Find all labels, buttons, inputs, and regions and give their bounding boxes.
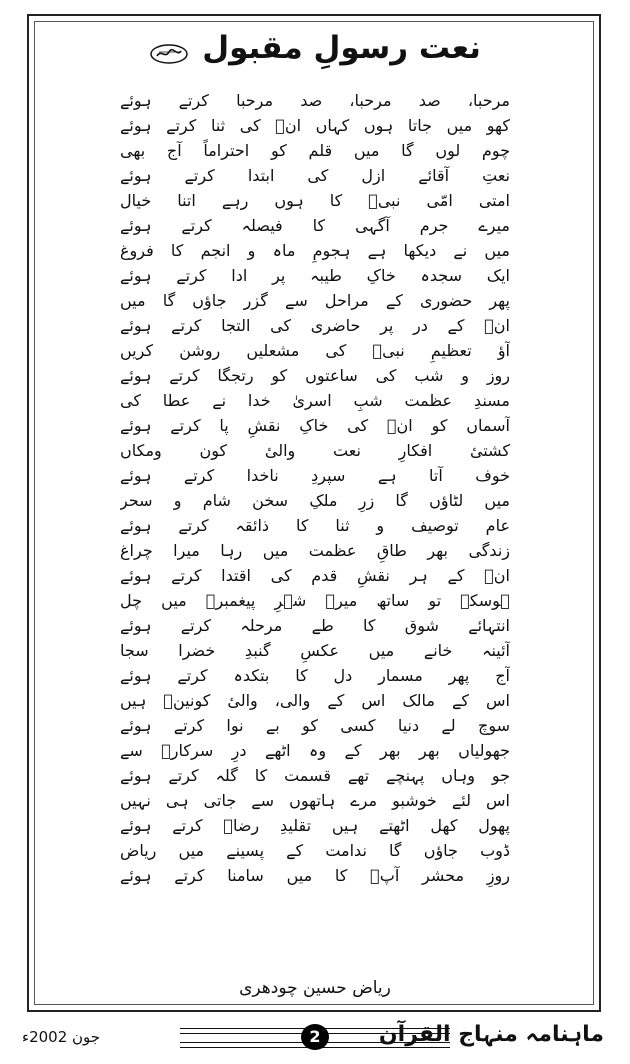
verse-line-first: آؤ تعظیمِ نبیؐ کی مشعلیں روشن کریں [120, 341, 510, 360]
verse-line-second: انؐ کے ہر نقشِ قدم کی اقتدا کرتے ہوئے [120, 566, 510, 585]
verse-line-first: آئینہ خانے میں عکسِ گنبدِ خضرا سجا [120, 641, 510, 660]
verse-line-first: میں نے دیکھا ہے ہجومِ ماہ و انجم کا فروغ [120, 241, 510, 260]
verse-line-second: روزِ محشر آپؐ کا میں سامنا کرتے ہوئے [120, 866, 510, 885]
verse-line-second: عام توصیف و ثنا کا ذائقہ کرتے ہوئے [120, 516, 510, 535]
couplet [120, 738, 510, 788]
couplet [120, 538, 510, 588]
poet-name: ریاض حسین چودھری [239, 978, 391, 998]
couplet [120, 788, 510, 838]
calligraphy-seal-icon [149, 43, 189, 65]
verse-line-first: اس لئے خوشبو مرے ہاتھوں سے جاتی ہی نہیں [120, 791, 510, 810]
verse-line-second: آج پھر مسمار دل کا بتکدہ کرتے ہوئے [120, 666, 510, 685]
verse-line-first: زندگی بھر طاقِ عظمت میں رہا میرا چراغ [120, 541, 510, 560]
couplet [120, 588, 510, 638]
verse-line-second: خوف آتا ہے سپردِ ناخدا کرتے ہوئے [120, 466, 510, 485]
verse-line-first: مسندِ عظمت شبِ اسریٰ خدا نے عطا کی [120, 391, 510, 410]
verse-line-first: ڈوب جاؤں گا ندامت کے پسینے میں ریاض [120, 841, 510, 860]
couplet [120, 288, 510, 338]
poem-body [120, 88, 510, 968]
verse-line-second: پھول کھل اٹھتے ہیں تقلیدِ رضاؐ کرتے ہوئے [120, 816, 510, 835]
verse-line-second: انتہائے شوق کا طے مرحلہ کرتے ہوئے [120, 616, 510, 635]
verse-line-first: پھر حضوری کے مراحل سے گزر جاؤں گا میں [120, 291, 510, 310]
verse-line-second: جو وہاں پہنچے تھے قسمت کا گلہ کرتے ہوئے [120, 766, 510, 785]
couplet [120, 638, 510, 688]
couplet [120, 338, 510, 388]
verse-line-second: میرے جرم آگہی کا فیصلہ کرتے ہوئے [120, 216, 510, 235]
verse-line-first: اس کے مالک اس کے والی، والیٔ کونینؐ ہیں [120, 691, 510, 710]
couplet [120, 388, 510, 438]
couplet [120, 488, 510, 538]
verse-line-second: روز و شب کی ساعتوں کو رتجگا کرتے ہوئے [120, 366, 510, 385]
couplet [120, 688, 510, 738]
couplet [120, 88, 510, 138]
couplet [120, 838, 510, 888]
page-number: 2 [301, 1024, 329, 1050]
verse-line-first: مرحبا، صد مرحبا، صد مرحبا کرتے ہوئے [120, 91, 510, 110]
poem-title: نعت رسولِ مقبول [202, 30, 481, 66]
verse-line-second: ایک سجدہ خاکِ طیبہ پر ادا کرتے ہوئے [120, 266, 510, 285]
verse-line-first: امتی امّی نبیؐ کا ہوں رہے اتنا خیال [120, 191, 510, 210]
couplet [120, 238, 510, 288]
couplet [120, 438, 510, 488]
issue-date: جون 2002ء [22, 1028, 101, 1046]
verse-line-second: آسماں کو انؐ کی خاکِ نقشِ پا کرتے ہوئے [120, 416, 510, 435]
couplet [120, 138, 510, 188]
verse-line-second: سوچ لے دنیا کسی کو بے نوا کرتے ہوئے [120, 716, 510, 735]
poem-title-block [0, 24, 630, 72]
verse-line-first: ہوسکے تو ساتھ میرے شہرِ پیغمبرؐ میں چل [120, 591, 510, 610]
verse-line-first: کشتیٔ افکارِ نعت والیٔ کون ومکاں [120, 441, 510, 460]
couplet [120, 188, 510, 238]
verse-line-second: کھو میں جاتا ہوں کہاں انؐ کی ثنا کرتے ہوئے [120, 116, 510, 135]
verse-line-first: میں لٹاؤں گا زرِ ملکِ سخن شام و سحر [120, 491, 510, 510]
verse-line-second: انؐ کے در پر حاضری کی التجا کرتے ہوئے [120, 316, 510, 335]
verse-line-first: جھولیاں بھر بھر کے وہ اٹھے درِ سرکارؐ سے [120, 741, 510, 760]
verse-line-first: چوم لوں گا میں قلم کو احتراماً آج بھی [120, 141, 510, 160]
verse-line-second: نعتِ آقائے ازل کی ابتدا کرتے ہوئے [120, 166, 510, 185]
magazine-logo: ماہنامہ منہاج القرآن [378, 1022, 604, 1047]
